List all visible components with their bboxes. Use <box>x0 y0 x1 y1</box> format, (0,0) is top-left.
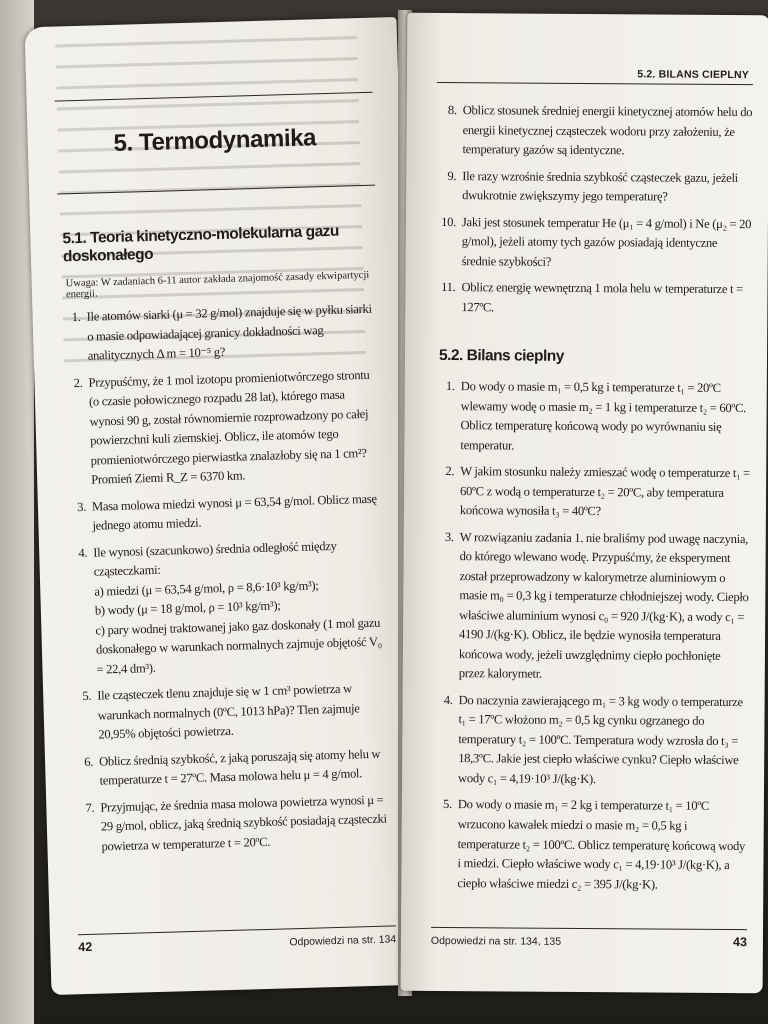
footer-rule <box>431 927 747 930</box>
problem-item <box>73 744 392 792</box>
page-number: 42 <box>78 939 93 955</box>
note-label: Uwaga: <box>65 277 99 290</box>
problem-item <box>436 101 752 162</box>
problem-number: 10. <box>441 214 457 229</box>
problem-number: 1. <box>71 309 81 325</box>
problem-number: 7. <box>85 800 95 815</box>
problem-text: Oblicz średnią szybkość, z jaką poruszają się atomy helu w temperaturze t = 27ºC. Masa molowa helu μ = 4 g/mol. <box>98 746 381 788</box>
problem-number: 2. <box>445 464 455 479</box>
problem-item <box>62 365 383 491</box>
problem-item <box>433 528 750 686</box>
problem-number: 5. <box>442 797 452 812</box>
problem-text: Do wody o masie m₁ = 0,5 kg i temperaturze t₁ = 20ºC wlewamy wodę o masie m₂ = 1 kg i temperaturze t₂ = 60ºC. Oblicz temperaturę końcową wody po wyrównaniu się temperatur. <box>460 379 747 453</box>
problem-number: 8. <box>447 103 457 118</box>
answers-reference: Odpowiedzi na str. 134, 135 <box>430 934 562 948</box>
problem-number: 6. <box>84 754 94 769</box>
problem-number: 4. <box>78 545 88 560</box>
problem-number: 3. <box>444 529 454 544</box>
problem-number: 5. <box>82 689 92 704</box>
problem-item <box>436 213 752 274</box>
title-rule <box>57 185 375 195</box>
left-page-content <box>55 92 394 865</box>
header-rule <box>55 92 373 102</box>
problem-item <box>431 795 748 895</box>
left-page <box>25 17 424 995</box>
problem-item <box>67 535 389 680</box>
answers-reference: Odpowiedzi na str. 134 <box>289 933 397 949</box>
left-footer <box>78 925 396 954</box>
problem-text: W rozwiązaniu zadania 1. nie braliśmy pod uwagę naczynia, do którego wlewano wodę. Przypuśćmy, że eksperyment został przeprowadzony w kalorymetrze aluminiowym o masie m₀ = 0,3 kg i temperaturze chłodniejszej wody. Ciepło właściwe aluminium wynosi c₀ = 920 J/(kg·K), a wody c₁ = 4190 J/(kg·K). Oblicz, ile będzie wynosiła temperatura końcowa wody, jeżeli uwzględnimy ciepło pochłonięte przez kalorymetr. <box>458 529 749 682</box>
problem-text: Oblicz stosunek średniej energii kinetycznej atomów helu do energii kinetycznej cząsteczek wodoru przy założeniu, że temperatury gazów są identyczne. <box>462 103 753 158</box>
problem-text: Ile atomów siarki (μ = 32 g/mol) znajduje się w pyłku siarki o masie odpowiadającej granicy dokładności wag analitycznych Δ m = 10⁻⁵ g? <box>86 301 372 363</box>
problem-list-top <box>435 101 753 319</box>
problem-text: Ile razy wzrośnie średnia szybkość cząsteczek gazu, jeżeli dwukrotnie zwiększymy jego temperaturę? <box>462 168 738 204</box>
running-head: 5.2. BILANS CIEPLNY <box>637 68 750 82</box>
problem-number: 4. <box>443 692 453 707</box>
problem-list <box>60 300 393 858</box>
problem-text: Masa molowa miedzi wynosi μ = 63,54 g/mol. Oblicz masę jednego atomu miedzi. <box>91 491 377 533</box>
problem-number: 3. <box>76 499 87 514</box>
problem-item <box>436 167 752 208</box>
problem-text: Przyjmując, że średnia masa molowa powietrza wynosi μ = 29 g/mol, oblicz, jaką średnią szybkość posiadają cząsteczki powietrza w temperaturze t = 20ºC. <box>100 792 387 854</box>
problem-number: 11. <box>441 280 456 295</box>
problem-text: Do wody o masie m₁ = 2 kg i temperaturze t₁ = 10ºC wrzucono kawałek miedzi o masie m₂ = 0,5 kg i temperaturze t₂ = 100ºC. Oblicz temperaturę końcową wody i miedzi. Ciepło właściwe wody c₁ = 4,19·10³ J/(kg·K), a ciepło właściwe miedzi c₂ = 395 J/(kg·K). <box>457 797 746 892</box>
problem-text: Ile wynosi (szacunkowo) średnia odległość między cząsteczkami: <box>93 538 337 579</box>
problem-list <box>431 377 751 895</box>
note <box>66 270 378 301</box>
note-text: W zadaniach 6-11 autor zakłada znajomość zasady ekwipartycji energii. <box>65 269 370 301</box>
right-page <box>401 13 768 994</box>
problem-subitem: b) wody (μ = 18 g/mol, ρ = 10³ kg/m³); <box>94 598 281 618</box>
problem-item <box>432 691 749 791</box>
section-title: 5.1. Teoria kinetyczno-molekularna gazu doskonałego <box>62 222 340 266</box>
problem-item <box>434 377 751 457</box>
problem-subitem: a) miedzi (μ = 63,54 g/mol, ρ = 8,6·10³ kg/m³); <box>94 578 319 599</box>
problem-item <box>434 462 750 523</box>
problem-body <box>93 535 389 680</box>
problem-item <box>74 790 394 857</box>
problem-text: Ile cząsteczek tlenu znajduje się w 1 cm³ powietrza w warunkach normalnych (0ºC, 1013 hPa)? Tlen zajmuje 20,95% objętości powietrza. <box>97 681 360 742</box>
problem-number: 2. <box>73 375 83 390</box>
problem-item <box>435 278 751 319</box>
problem-item <box>60 300 380 367</box>
section-title: 5.2. Bilans cieplny <box>438 347 564 366</box>
problem-item <box>71 679 391 746</box>
problem-text: Jaki jest stosunek temperatur He (μ₁ = 4 g/mol) i Ne (μ₂ = 20 g/mol), jeżeli atomy tych gazów posiadają identyczne średnie szybkości? <box>461 214 752 269</box>
problem-item <box>66 489 385 537</box>
right-footer <box>431 927 747 949</box>
problem-text: Przypuśćmy, że 1 mol izotopu promieniotwórczego strontu (o czasie połowicznego rozpadu 28 lat), którego masa wynosi 90 g, został równomiernie rozprowadzony po całej powierzchni kuli ziemskiej. Oblicz, ile atomów tego promieniotwórczego pierwiastka znalazłoby się na 1 cm²? Promień Ziemi R_Z = 6370 km. <box>88 367 370 487</box>
problem-text: W jakim stosunku należy zmieszać wodę o temperaturze t₁ = 60ºC z wodą o temperaturze t₂ = 20ºC, aby temperatura końcowa wynosiła t₃ = 40ºC? <box>459 464 750 519</box>
chapter-title: 5. Termodynamika <box>113 124 317 157</box>
problem-subitem: c) pary wodnej traktowanej jako gaz doskonały (1 mol gazu doskonałego w warunkach normalnych zajmuje objętość V₀ = 22,4 dm³). <box>95 615 382 677</box>
page-number: 43 <box>732 935 747 950</box>
right-page-content <box>431 67 753 902</box>
problem-text: Oblicz energię wewnętrzną 1 mola helu w temperaturze t = 127ºC. <box>461 280 743 314</box>
problem-number: 1. <box>445 379 455 394</box>
problem-text: Do naczynia zawierającego m₁ = 3 kg wody o temperaturze t₁ = 17ºC włożono m₂ = 0,5 kg cynku ogrzanego do temperatury t₂ = 100ºC. Temperatura wody wzrosła do t₃ = 18,3ºC. Jakie jest ciepło właściwe cynku? Ciepło właściwe wody c₁ = 4,19·10³ J/(kg·K). <box>458 693 743 787</box>
problem-number: 9. <box>447 168 457 183</box>
